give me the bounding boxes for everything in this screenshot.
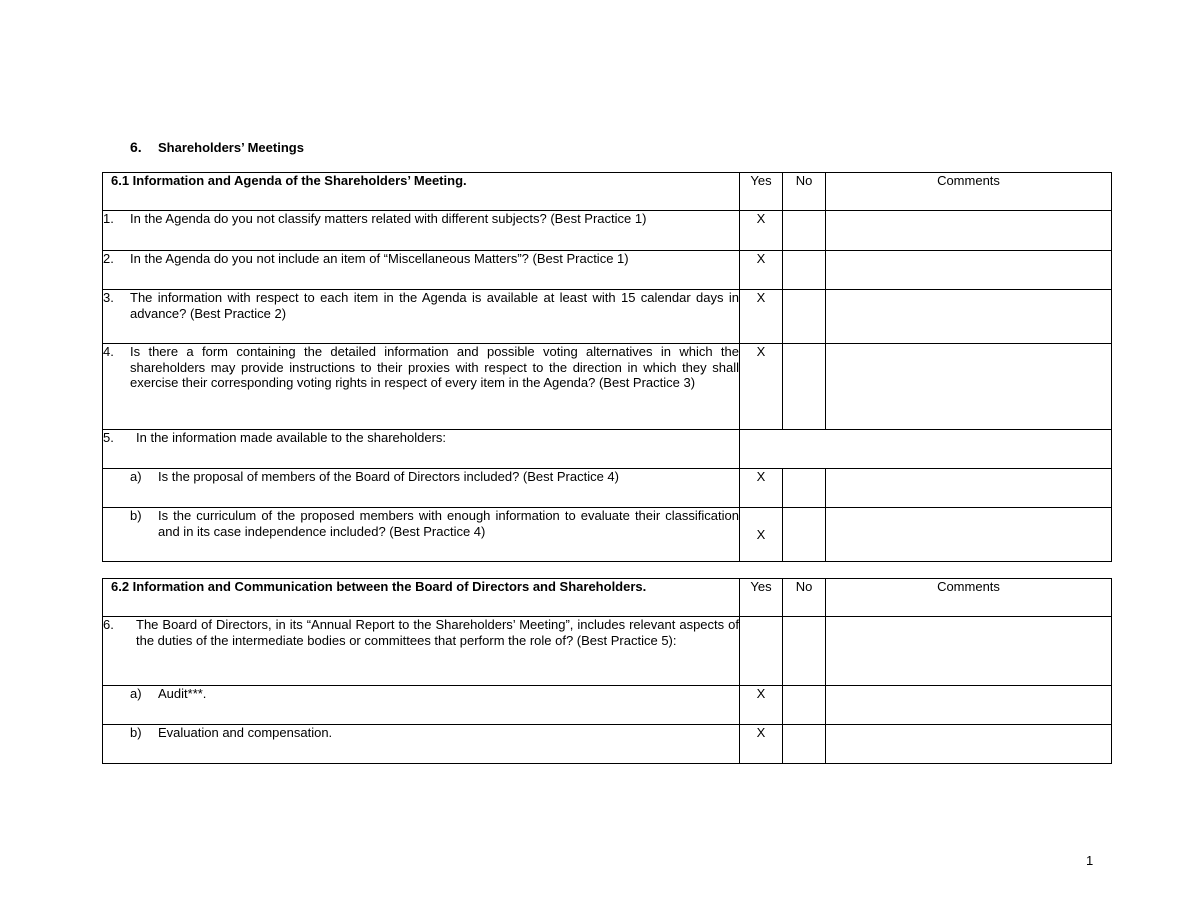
table-row [103,469,1112,508]
table-row [103,430,1112,469]
table-header-row [103,173,1112,211]
table-row [103,344,1112,430]
sub-question-letter: a) [130,686,142,701]
comments-cell[interactable] [826,617,1112,686]
question-number: 1. [103,211,114,226]
yes-column-header: Yes [740,579,783,617]
no-cell[interactable] [783,508,826,562]
question-cell [103,290,740,344]
table-row [103,290,1112,344]
question-cell [103,686,740,725]
question-text: The information with respect to each item in the Agenda is available at least with 15 calendar days in advance? (Best Practice 2) [130,290,739,321]
no-cell[interactable] [783,686,826,725]
section-heading [130,139,304,155]
question-cell [103,430,740,469]
section-number: 6. [130,139,142,155]
sub-question-letter: b) [130,725,142,740]
yes-cell[interactable] [740,617,783,686]
question-text: In the information made available to the shareholders: [136,430,447,445]
question-text: Is the proposal of members of the Board of Directors included? (Best Practice 4) [158,469,619,484]
yes-column-header: Yes [740,173,783,211]
question-number: 2. [103,251,114,266]
yes-cell[interactable]: X [740,508,783,562]
table-row [103,725,1112,764]
table-row [103,251,1112,290]
comments-column-header: Comments [826,173,1112,211]
question-number: 5. [103,430,114,445]
sub-question-letter: a) [130,469,142,484]
question-number: 3. [103,290,114,305]
no-cell[interactable] [783,251,826,290]
communication-checklist-table [102,578,1112,764]
no-cell[interactable] [783,211,826,251]
comments-column-header: Comments [826,579,1112,617]
comments-cell[interactable] [826,686,1112,725]
comments-cell[interactable] [826,211,1112,251]
table-title: 6.2 Information and Communication between the Board of Directors and Shareholders. [103,579,740,617]
question-cell [103,725,740,764]
question-cell [103,617,740,686]
section-title: Shareholders’ Meetings [158,140,304,155]
question-text: In the Agenda do you not classify matters related with different subjects? (Best Practice 1) [130,211,647,226]
yes-cell[interactable]: X [740,251,783,290]
question-cell [103,469,740,508]
question-number: 6. [103,617,114,632]
no-cell[interactable] [783,617,826,686]
question-text: Evaluation and compensation. [158,725,333,740]
question-text: In the Agenda do you not include an item of “Miscellaneous Matters”? (Best Practice 1) [130,251,629,266]
yes-cell[interactable]: X [740,211,783,251]
question-text: Audit***. [158,686,207,701]
question-cell [103,344,740,430]
comments-cell[interactable] [826,469,1112,508]
no-cell[interactable] [783,725,826,764]
question-text: Is there a form containing the detailed information and possible voting alternatives in which the shareholders may provide instructions to their proxies with respect to the direction in which they shall exercise their corresponding voting rights in respect of every item in the Agenda? (Best Practice 3) [130,344,739,390]
table-row [103,617,1112,686]
comments-cell[interactable] [826,344,1112,430]
comments-cell[interactable] [826,508,1112,562]
question-text: Is the curriculum of the proposed members with enough information to evaluate their classification and in its case independence included? (Best Practice 4) [158,508,739,539]
comments-cell[interactable] [826,725,1112,764]
no-cell[interactable] [783,344,826,430]
table-row [103,508,1112,562]
no-cell[interactable] [783,290,826,344]
yes-cell[interactable]: X [740,725,783,764]
question-cell [103,508,740,562]
yes-cell[interactable]: X [740,290,783,344]
table-row [103,211,1112,251]
merged-answer-cell [740,430,1112,469]
table-row [103,686,1112,725]
question-cell [103,251,740,290]
table-title: 6.1 Information and Agenda of the Shareholders’ Meeting. [103,173,740,211]
no-cell[interactable] [783,469,826,508]
no-column-header: No [783,173,826,211]
sub-question-letter: b) [130,508,142,523]
page-number: 1 [1086,853,1094,868]
question-cell [103,211,740,251]
question-number: 4. [103,344,114,359]
yes-cell[interactable]: X [740,344,783,430]
no-column-header: No [783,579,826,617]
comments-cell[interactable] [826,251,1112,290]
question-text: The Board of Directors, in its “Annual Report to the Shareholders’ Meeting”, includes relevant aspects of the duties of the intermediate bodies or committees that perform the role of? (Best Practice 5): [136,617,739,648]
agenda-checklist-table [102,172,1112,562]
yes-cell[interactable]: X [740,686,783,725]
comments-cell[interactable] [826,290,1112,344]
table-header-row [103,579,1112,617]
yes-cell[interactable]: X [740,469,783,508]
